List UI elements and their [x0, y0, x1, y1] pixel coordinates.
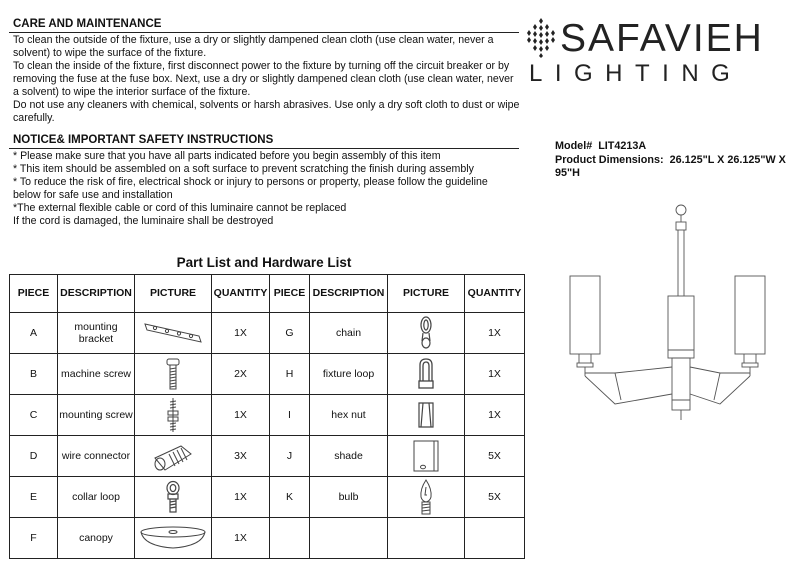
piece-cell: C: [10, 395, 58, 436]
qty-cell: 1X: [212, 477, 270, 518]
qty-cell: 2X: [212, 354, 270, 395]
safety-line: * This item should be assembled on a soft surface to prevent scratching the finish during assembly: [13, 163, 474, 175]
qty-cell: 1X: [465, 395, 525, 436]
safety-title: NOTICE& IMPORTANT SAFETY INSTRUCTIONS: [13, 134, 274, 146]
qty-cell: 1X: [212, 313, 270, 354]
safety-line: * Please make sure that you have all parts indicated before you begin assembly of this item: [13, 150, 441, 162]
qty-cell: 1X: [465, 313, 525, 354]
picture-cell: [135, 436, 212, 477]
care-line: Do not use any cleaners with chemical, solvents or harsh abrasives. Use only a dry soft cloth to dust or wipe: [13, 99, 520, 111]
desc-cell: hex nut: [310, 395, 388, 436]
safety-line: *The external flexible cable or cord of this luminaire cannot be replaced: [13, 202, 347, 214]
col-header: DESCRIPTION: [310, 275, 388, 313]
table-row: [10, 436, 525, 477]
divider: [9, 32, 519, 33]
model-value: LIT4213A: [598, 140, 647, 152]
piece-cell: I: [270, 395, 310, 436]
qty-cell: 1X: [465, 354, 525, 395]
canopy-icon: [138, 524, 208, 552]
chandelier-drawing-icon: [555, 200, 805, 425]
parts-table: [9, 274, 525, 559]
picture-cell: [135, 477, 212, 518]
model-info: [555, 140, 786, 181]
safety-text: [13, 150, 488, 228]
brand-sub: LIGHTING: [529, 60, 743, 87]
desc-cell: bulb: [310, 477, 388, 518]
care-line: solvent) to wipe the surface of the fixture.: [13, 47, 207, 59]
dims-label: Product Dimensions:: [555, 153, 664, 166]
desc-cell: mounting bracket: [58, 313, 135, 354]
piece-cell: B: [10, 354, 58, 395]
dims-value-2: 95"H: [555, 167, 580, 179]
picture-cell: [388, 313, 465, 354]
care-text: [13, 34, 519, 125]
wire-connector-icon: [151, 440, 195, 472]
shade-icon: [411, 439, 441, 473]
picture-cell: [135, 518, 212, 559]
piece-cell: K: [270, 477, 310, 518]
col-header: PICTURE: [388, 275, 465, 313]
care-line: removing the fuse at the fuse box. Next, use a dry or slightly dampened clean cloth (use clean water, never: [13, 73, 514, 85]
desc-cell: canopy: [58, 518, 135, 559]
desc-cell: chain: [310, 313, 388, 354]
safety-line: below for safe use and installation: [13, 189, 173, 201]
safavieh-logo-icon: [522, 18, 560, 58]
desc-cell: fixture loop: [310, 354, 388, 395]
brand-name: SAFAVIEH: [560, 17, 764, 60]
piece-cell: [270, 518, 310, 559]
piece-cell: D: [10, 436, 58, 477]
model-label: Model#: [555, 140, 593, 152]
mounting-bracket-icon: [141, 318, 205, 348]
desc-cell: wire connector: [58, 436, 135, 477]
fixture-loop-icon: [414, 357, 438, 391]
piece-cell: H: [270, 354, 310, 395]
care-line: To clean the outside of the fixture, use a dry or slightly dampened clean cloth (use clean water, never a: [13, 34, 494, 46]
divider: [9, 148, 519, 149]
desc-cell: machine screw: [58, 354, 135, 395]
desc-cell: mounting screw: [58, 395, 135, 436]
desc-cell: shade: [310, 436, 388, 477]
picture-cell: [388, 518, 465, 559]
qty-cell: 5X: [465, 477, 525, 518]
picture-cell: [388, 436, 465, 477]
picture-cell: [135, 354, 212, 395]
piece-cell: A: [10, 313, 58, 354]
table-row: [10, 395, 525, 436]
chain-icon: [414, 316, 438, 350]
table-row: [10, 518, 525, 559]
col-header: PICTURE: [135, 275, 212, 313]
picture-cell: [388, 354, 465, 395]
piece-cell: E: [10, 477, 58, 518]
piece-cell: G: [270, 313, 310, 354]
hex-nut-icon: [415, 400, 437, 430]
picture-cell: [135, 313, 212, 354]
care-line: a solvent) to wipe the interior surface of the fixture.: [13, 86, 251, 98]
qty-cell: 3X: [212, 436, 270, 477]
care-title: CARE AND MAINTENANCE: [13, 18, 162, 30]
parts-title: Part List and Hardware List: [176, 255, 352, 270]
qty-cell: [465, 518, 525, 559]
qty-cell: 1X: [212, 395, 270, 436]
table-row: [10, 477, 525, 518]
safety-line: * To reduce the risk of fire, electrical shock or injury to persons or property, please follow the guideline: [13, 176, 488, 188]
picture-cell: [388, 477, 465, 518]
care-line: To clean the inside of the fixture, first disconnect power to the fixture by turning off the circuit breaker or by: [13, 60, 510, 72]
col-header: DESCRIPTION: [58, 275, 135, 313]
collar-loop-icon: [163, 480, 183, 514]
col-header: QUANTITY: [212, 275, 270, 313]
table-row: [10, 313, 525, 354]
safety-line: If the cord is damaged, the luminaire shall be destroyed: [13, 215, 274, 227]
desc-cell: collar loop: [58, 477, 135, 518]
picture-cell: [135, 395, 212, 436]
table-header-row: [10, 275, 525, 313]
machine-screw-icon: [163, 357, 183, 391]
desc-cell: [310, 518, 388, 559]
picture-cell: [388, 395, 465, 436]
col-header: PIECE: [270, 275, 310, 313]
table-row: [10, 354, 525, 395]
col-header: PIECE: [10, 275, 58, 313]
dims-value: 26.125"L X 26.125"W X: [669, 153, 786, 166]
care-line: carefully.: [13, 112, 55, 124]
piece-cell: F: [10, 518, 58, 559]
mounting-screw-icon: [164, 397, 182, 433]
bulb-icon: [417, 479, 435, 515]
qty-cell: 1X: [212, 518, 270, 559]
qty-cell: 5X: [465, 436, 525, 477]
piece-cell: J: [270, 436, 310, 477]
col-header: QUANTITY: [465, 275, 525, 313]
